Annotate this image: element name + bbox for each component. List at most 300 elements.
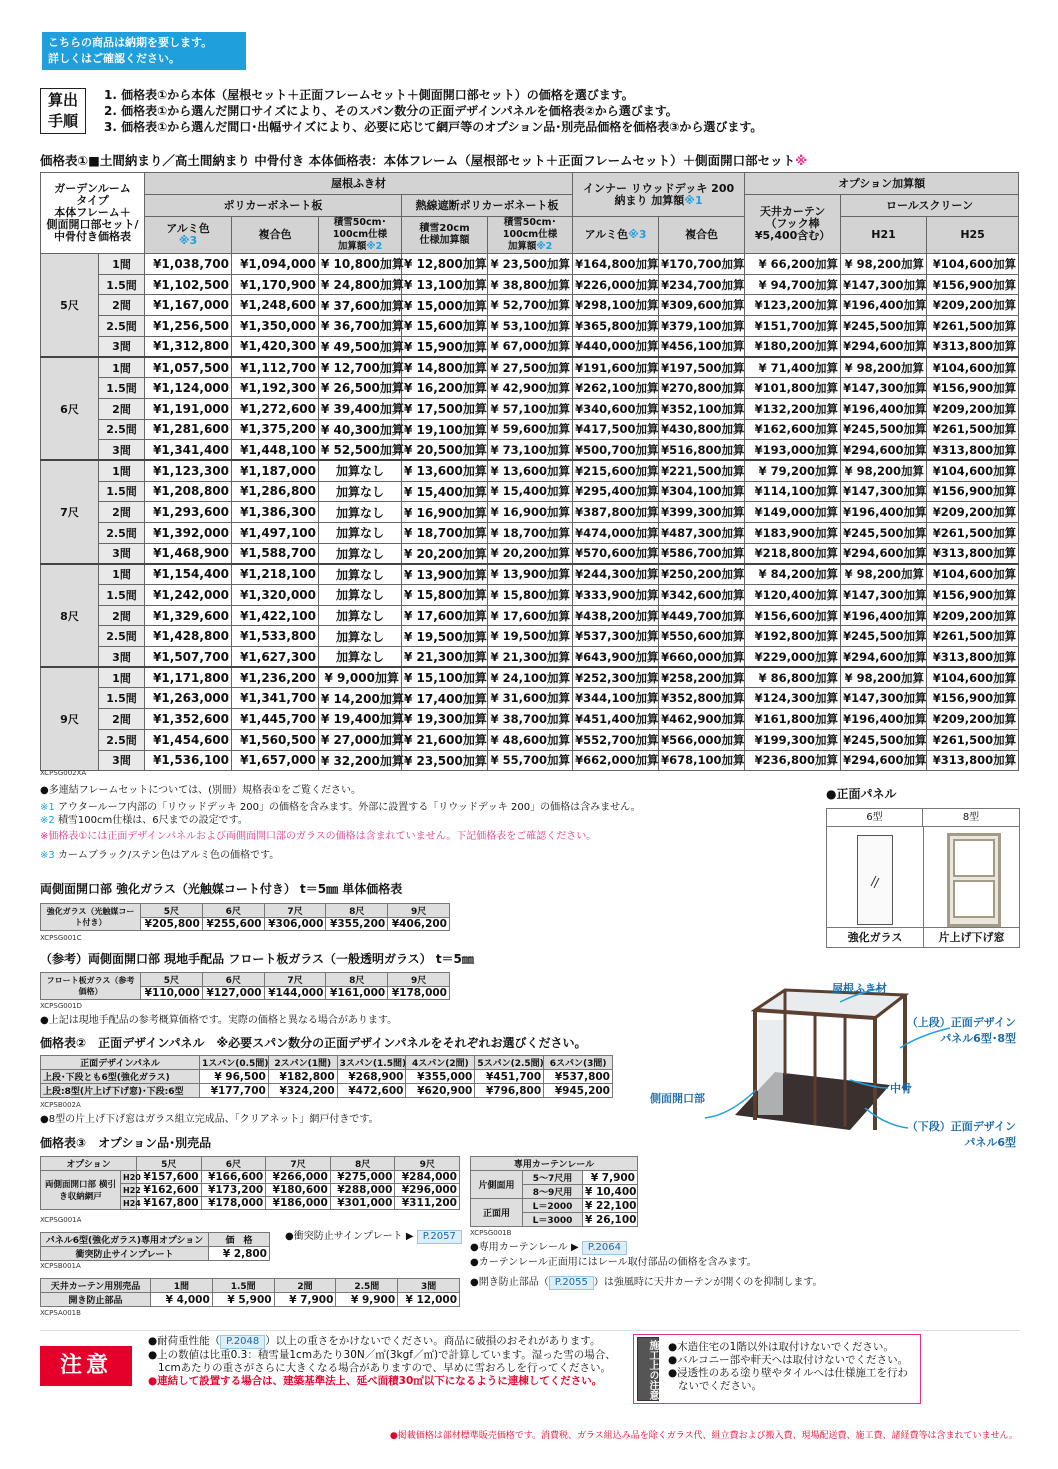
t2-r1-v4: ¥796,800 [475,1084,544,1098]
t2-r0-v3: ¥355,000 [406,1070,475,1084]
price-cell: ¥365,800加算 [573,316,659,337]
price-cell: ¥ 15,000加算 [402,295,488,316]
price-cell: ¥ 79,200加算 [745,460,841,481]
table-row [41,481,1019,502]
price-cell: ¥245,500加算 [841,316,927,337]
g2-s2: 7尺 [264,973,326,987]
t6-r0-v: ¥ 7,900 [583,1171,638,1185]
price-cell: ¥245,500加算 [841,626,927,647]
price-cell: ¥ 15,900加算 [402,336,488,357]
h-type-3: 側面開口部セット/ [46,218,139,231]
price-cell: ¥245,500加算 [841,522,927,543]
price-cell: ¥196,400加算 [841,709,927,730]
sekou-l1: ●木造住宅の1階以外は取付けないでください。 [668,1341,894,1353]
price-cell: ¥245,500加算 [841,419,927,440]
table-row [41,750,1019,771]
price-cell: ¥552,700加算 [573,729,659,750]
h-s50-2: 加算額 [337,241,367,252]
price-cell: ¥252,300加算 [573,667,659,688]
open-ref-link[interactable]: P.2055 [549,1276,594,1290]
price-cell: ¥ 39,400加算 [319,398,402,419]
price-cell: ¥462,900加算 [659,709,745,730]
price-cell: ¥516,800加算 [659,440,745,461]
price-cell: 加算なし [319,522,402,543]
price-cell: ¥261,500加算 [927,729,1019,750]
steps-label-bottom: 手順 [47,112,78,130]
price-cell: ¥387,800加算 [573,502,659,523]
price-cell: ¥294,600加算 [841,543,927,564]
price-cell: ¥147,300加算 [841,688,927,709]
price-cell: ¥162,600加算 [745,419,841,440]
note-4-mark: ※3 [40,850,55,861]
price-cell: 加算なし [319,605,402,626]
price-cell: ¥ 19,300加算 [402,709,488,730]
table-row [41,605,1019,626]
table1-title [40,151,807,169]
t3-r1-v3: ¥288,000 [330,1184,395,1197]
t2-r0-v1: ¥182,800 [268,1070,337,1084]
price-cell: ¥ 15,100加算 [402,667,488,688]
price-cell: ¥1,454,600 [145,729,232,750]
steps-list [104,87,762,135]
span-cell: 2.5間 [99,316,145,337]
span-cell: 3間 [99,440,145,461]
size-cell: 8尺 [41,564,99,667]
price-cell: ¥234,700加算 [659,274,745,295]
price-cell: ¥ 24,100加算 [488,667,573,688]
price-cell: ¥ 13,600加算 [402,460,488,481]
price-cell: 加算なし [319,564,402,585]
price-cell: ¥449,700加算 [659,605,745,626]
price-cell: ¥678,100加算 [659,750,745,771]
t5-h4: 2.5間 [336,1279,398,1293]
diagram-lower-1: （下段）正面デザイン [906,1120,1016,1133]
price-cell: ¥ 15,600加算 [402,316,488,337]
span-cell: 3間 [99,647,145,668]
price-cell: ¥261,500加算 [927,522,1019,543]
g2-s3: 8尺 [326,973,388,987]
h-curtain-0: 天井カーテン [759,205,826,218]
price-cell: ¥196,400加算 [841,502,927,523]
price-cell: ¥474,000加算 [573,522,659,543]
h-deck-0: インナー リウッドデッキ 200 [582,181,735,195]
h-type-4: 中骨付き価格表 [54,230,131,243]
g2-v4: ¥178,000 [388,987,450,1000]
header-roll: ロールスクリーン [841,195,1019,217]
sash-window-icon [947,833,1001,927]
g1-v0: ¥205,800 [141,918,203,931]
main-price-table [40,172,1019,771]
span-cell: 2.5間 [99,626,145,647]
price-cell: ¥1,094,000 [232,254,319,275]
price-cell: ¥1,187,000 [232,460,319,481]
table-row [41,336,1019,357]
header-heat: 熱線遮断ポリカーボネート板 [402,195,573,217]
t5-h2: 1.5間 [212,1279,274,1293]
price-cell: ¥1,350,000 [232,316,319,337]
price-cell: ¥1,112,700 [232,357,319,378]
t2-r1-label: 上段:8型(片上げ下げ窓)･下段:6型 [41,1084,200,1098]
price-cell: ¥124,300加算 [745,688,841,709]
price-cell: ¥1,208,800 [145,481,232,502]
diagram-bone: 中骨 [890,1082,912,1095]
price-cell: ¥193,000加算 [745,440,841,461]
price-cell: ¥1,468,900 [145,543,232,564]
price-cell: ¥245,500加算 [841,729,927,750]
price-cell: ¥1,256,500 [145,316,232,337]
glass1-label: 強化ガラス（光触媒コート付き） [41,904,141,931]
span-cell: 2.5間 [99,522,145,543]
t2-h1: 1スパン(0.5間) [200,1056,269,1070]
diagram-upper [890,1014,1016,1046]
diagram-upper-1: （上段）正面デザイン [906,1016,1016,1029]
table-row [41,378,1019,399]
price-cell: ¥ 12,800加算 [402,254,488,275]
t3-r2-v2: ¥186,000 [266,1197,331,1210]
glass1-title: 両側面開口部 強化ガラス（光触媒コート付き） t＝5㎜ 単体価格表 [40,882,403,896]
price-cell: ¥ 27,000加算 [319,729,402,750]
price-cell: ¥309,600加算 [659,295,745,316]
span-cell: 1.5間 [99,585,145,606]
g1-s2: 7尺 [264,904,326,918]
table-row [41,440,1019,461]
header-snow20 [402,217,488,254]
price-cell: ¥ 86,800加算 [745,667,841,688]
price-cell: ¥209,200加算 [927,502,1019,523]
table-row [41,647,1019,668]
header-h21: H21 [841,217,927,254]
t3-r0-v3: ¥275,000 [330,1171,395,1184]
price-cell: ¥ 15,800加算 [488,585,573,606]
price-cell: 加算なし [319,543,402,564]
t2-h2: 2スパン(1間) [268,1056,337,1070]
panel-type6: 6型 [827,809,923,827]
price-cell: ¥156,900加算 [927,688,1019,709]
table-row [41,295,1019,316]
price-cell: ¥ 19,100加算 [402,419,488,440]
span-cell: 1間 [99,357,145,378]
price-cell: ¥183,900加算 [745,522,841,543]
t2-r1-v1: ¥324,200 [268,1084,337,1098]
table-row [41,564,1019,585]
table-row [41,543,1019,564]
t2-r0-v5: ¥537,800 [544,1070,613,1084]
price-cell: ¥156,600加算 [745,605,841,626]
price-cell: ¥ 15,400加算 [402,481,488,502]
h-s50b-2: 加算額 [507,241,537,252]
t3-r0-v2: ¥266,000 [266,1171,331,1184]
price-cell: ¥270,800加算 [659,378,745,399]
t2-r0-v4: ¥451,700 [475,1070,544,1084]
price-cell: ¥132,200加算 [745,398,841,419]
price-cell: ¥352,100加算 [659,398,745,419]
price-cell: ¥1,352,600 [145,709,232,730]
price-cell: ¥147,300加算 [841,378,927,399]
span-cell: 1間 [99,564,145,585]
price-cell: ¥1,272,600 [232,398,319,419]
price-cell: ¥156,900加算 [927,274,1019,295]
t2-note: ●8型の片上げ下げ窓はガラス組立完成品、「クリアネット」網戸付きです。 [40,1114,379,1125]
price-cell: ¥ 73,100加算 [488,440,573,461]
notice-line1: こちらの商品は納期を要します。 [48,36,213,49]
open-post: ）は強風時に天井カーテンが開くのを抑制します。 [593,1277,823,1288]
price-cell: ¥ 84,200加算 [745,564,841,585]
table1-code: XCPSG002XA [40,769,87,777]
price-cell: ¥ 15,800加算 [402,585,488,606]
sekou-l3: ●浸透性のある塗り壁やタイルへは仕様施工を行わ [668,1367,908,1379]
price-cell: ¥451,400加算 [573,709,659,730]
h-alumi: アルミ色 [166,222,210,235]
price-cell: ¥ 15,400加算 [488,481,573,502]
glass2-label: フロート板ガラス（参考価格） [41,973,141,1000]
h-s50-mark: ※2 [366,241,383,252]
price-cell: ¥313,800加算 [927,750,1019,771]
tempered-glass-icon [857,835,893,925]
price-cell: ¥191,600加算 [573,357,659,378]
h-curtain-1: （フック棒 [765,217,820,230]
price-cell: ¥ 17,600加算 [488,605,573,626]
option-table [40,1156,460,1210]
price-cell: ¥1,242,000 [145,585,232,606]
g1-v1: ¥255,600 [202,918,264,931]
panel-cap6: 強化ガラス [827,927,923,948]
price-cell: ¥104,600加算 [927,460,1019,481]
table-row [41,626,1019,647]
garden-room-diagram [650,980,1020,1150]
g2-v3: ¥161,000 [326,987,388,1000]
h-curtain-2: ¥5,400含む） [754,229,831,242]
caution-l2: ●上の数値は比重0.3：積雪量1cmあたり30N／㎡(3kgf／㎡)で計算しています。湿った雪の場合、 [148,1349,616,1361]
h-type-1: タイプ [76,194,109,207]
price-cell: ¥ 98,200加算 [841,564,927,585]
t6-h0: 専用カーテンレール [471,1157,638,1171]
table-row [41,585,1019,606]
header-alumi [145,217,232,254]
caution-l1b: ）以上の重さをかけないでください。商品に破損のおそれがあります。 [265,1335,601,1347]
t5-v1: ¥ 5,900 [212,1293,274,1307]
steps-label [40,88,86,134]
t4-label: 衝突防止サインプレート [41,1247,209,1261]
table1-title-text: 価格表①■土間納まり／高土間納まり 中骨付き 本体価格表：本体フレーム（屋根部セット＋正面フレームセット）＋側面開口部セット [40,153,796,168]
t3-r2-v3: ¥301,000 [330,1197,395,1210]
note-4: カームブラック/ステン色はアルミ色の価格です。 [57,850,280,861]
price-cell: 加算なし [319,626,402,647]
price-cell: ¥ 40,300加算 [319,419,402,440]
price-cell: ¥ 21,300加算 [402,647,488,668]
price-cell: ¥313,800加算 [927,336,1019,357]
price-cell: ¥236,800加算 [745,750,841,771]
price-cell: ¥180,200加算 [745,336,841,357]
price-cell: ¥ 67,000加算 [488,336,573,357]
price-cell: ¥ 16,200加算 [402,378,488,399]
steps-label-top: 算出 [47,91,78,109]
notes [40,784,800,862]
t2-r1-v5: ¥945,200 [544,1084,613,1098]
price-cell: ¥500,700加算 [573,440,659,461]
t6-code: XCPSG001B [470,1229,512,1237]
t3-label: 両側面開口部 横引き収納網戸 [41,1171,121,1210]
price-cell: ¥ 20,500加算 [402,440,488,461]
price-cell: 加算なし [319,585,402,606]
span-cell: 1間 [99,667,145,688]
panel-cap8: 片上げ下げ窓 [923,927,1020,948]
price-cell: ¥ 13,600加算 [488,460,573,481]
price-cell: ¥660,000加算 [659,647,745,668]
price-cell: ¥ 21,300加算 [488,647,573,668]
panel-type8: 8型 [923,809,1019,827]
h-s50-1: 100cm仕様 [332,229,388,240]
size-cell: 6尺 [41,357,99,460]
header-roof: 屋根ふき材 [145,173,573,195]
g2-v0: ¥110,000 [141,987,203,1000]
price-cell: ¥ 23,500加算 [488,254,573,275]
price-cell: ¥151,700加算 [745,316,841,337]
table-row [41,274,1019,295]
price-cell: ¥ 9,000加算 [319,667,402,688]
t5-v0: ¥ 4,000 [151,1293,213,1307]
price-cell: ¥ 13,900加算 [488,564,573,585]
caution-l3: 1cmあたりの重さがさらに大きくなる場合がありますので、早めに雪おろしを行ってください。 [158,1362,611,1374]
t3-r2-v1: ¥178,000 [201,1197,266,1210]
price-cell: ¥1,341,700 [232,688,319,709]
price-cell: ¥ 48,600加算 [488,729,573,750]
price-cell: ¥ 19,400加算 [319,709,402,730]
h-deck-mark: ※1 [684,193,703,207]
header-snow50b [488,217,573,254]
price-cell: ¥643,900加算 [573,647,659,668]
diagram-lower [890,1118,1016,1150]
h-type-2: 本体フレーム＋ [54,206,131,219]
t2-h0: 正面デザインパネル [41,1056,200,1070]
t6-r0-k: 5～7尺用 [523,1171,583,1185]
price-cell: ¥487,300加算 [659,522,745,543]
t6-r2-v: ¥ 22,100 [583,1199,638,1213]
h-da: アルミ色 [584,228,629,241]
price-cell: ¥ 98,200加算 [841,254,927,275]
t6-ref-link[interactable]: P.2064 [582,1241,627,1255]
header-snow50 [319,217,402,254]
table-row [41,729,1019,750]
price-cell: ¥258,200加算 [659,667,745,688]
t6-r1-v: ¥ 10,400 [583,1185,638,1199]
t5-label: 開き防止部品 [41,1293,151,1307]
caution-ref-link[interactable]: P.2048 [220,1335,265,1349]
t2-h6: 6スパン(3間) [544,1056,613,1070]
span-cell: 2.5間 [99,419,145,440]
t4-h0: パネル6型(強化ガラス)専用オプション [41,1233,209,1247]
price-cell: ¥ 16,900加算 [488,502,573,523]
span-cell: 1.5間 [99,378,145,399]
price-cell: ¥192,800加算 [745,626,841,647]
price-cell: ¥1,507,700 [145,647,232,668]
price-cell: 加算なし [319,460,402,481]
price-cell: ¥ 17,400加算 [402,688,488,709]
price-cell: ¥149,000加算 [745,502,841,523]
price-cell: ¥114,100加算 [745,481,841,502]
diagram-roof: 屋根ふき材 [832,982,887,995]
price-cell: ¥662,000加算 [573,750,659,771]
price-cell: ¥438,200加算 [573,605,659,626]
price-cell: ¥209,200加算 [927,295,1019,316]
t3-r2-h: H24 [121,1197,137,1210]
price-cell: ¥295,400加算 [573,481,659,502]
sekou-l4: ないでください。 [678,1380,762,1392]
g2-v2: ¥144,000 [264,987,326,1000]
price-cell: ¥209,200加算 [927,709,1019,730]
price-cell: ¥101,800加算 [745,378,841,399]
t4-ref-link[interactable]: P.2057 [417,1230,462,1244]
price-cell: ¥ 98,200加算 [841,357,927,378]
step-3: 3. 価格表①から選んだ間口･出幅サイズにより、必要に応じて網戸等のオプション品･別売品価格を価格表③から選びます。 [104,120,763,134]
t3-r1-v1: ¥173,200 [201,1184,266,1197]
price-cell: ¥1,154,400 [145,564,232,585]
price-cell: ¥ 17,600加算 [402,605,488,626]
t4-ref-text: ●衝突防止サインプレート [285,1231,403,1242]
price-cell: ¥261,500加算 [927,626,1019,647]
price-cell: ¥1,657,000 [232,750,319,771]
price-cell: ¥ 27,500加算 [488,357,573,378]
price-cell: ¥ 31,600加算 [488,688,573,709]
price-cell: ¥196,400加算 [841,398,927,419]
g1-s3: 8尺 [326,904,388,918]
price-cell: ¥ 32,200加算 [319,750,402,771]
note-1-mark: ※1 [40,802,55,813]
diagram-lower-2: パネル6型 [964,1136,1016,1149]
price-cell: ¥1,170,900 [232,274,319,295]
curtain-parts-table [40,1278,460,1307]
price-cell: ¥352,800加算 [659,688,745,709]
t3-r0-h: H20 [121,1171,137,1184]
price-cell: ¥1,236,200 [232,667,319,688]
price-cell: ¥1,038,700 [145,254,232,275]
t5-h1: 1間 [151,1279,213,1293]
price-cell: ¥ 42,900加算 [488,378,573,399]
h-s50b-mark: ※2 [536,241,553,252]
price-cell: ¥430,800加算 [659,419,745,440]
table-row [41,522,1019,543]
t5-v3: ¥ 9,900 [336,1293,398,1307]
step-2: 2. 価格表①から選んだ開口サイズにより、そのスパン数分の正面デザインパネルを価格表②から選びます。 [104,104,678,118]
span-cell: 1.5間 [99,688,145,709]
h-alumi-mark: ※3 [178,234,198,247]
price-cell: ¥537,300加算 [573,626,659,647]
price-cell: ¥1,192,300 [232,378,319,399]
header-deck-fuku: 複合色 [659,217,745,254]
t2-h4: 4スパン(2間) [406,1056,475,1070]
g2-v1: ¥127,000 [202,987,264,1000]
t6-r1-k: 8～9尺用 [523,1185,583,1199]
price-cell: ¥1,263,000 [145,688,232,709]
price-cell: ¥1,167,000 [145,295,232,316]
footer-note: ●掲載価格は部材標準販売価格です。消費税、ガラス組込み品を除くガラス代、組立費および搬入費、現場配送費、施工費、諸経費等は含まれていません。 [389,1431,1018,1441]
t2-code: XCPSB002A [40,1101,81,1109]
table-row [41,316,1019,337]
price-cell: ¥1,428,800 [145,626,232,647]
t4-val: ¥ 2,800 [209,1247,270,1261]
price-cell: ¥156,900加算 [927,378,1019,399]
price-cell: ¥ 26,500加算 [319,378,402,399]
price-cell: ¥ 38,800加算 [488,274,573,295]
panel-box [826,808,1020,948]
price-cell: ¥262,100加算 [573,378,659,399]
price-cell: ¥221,500加算 [659,460,745,481]
span-cell: 2間 [99,502,145,523]
t5-v4: ¥ 12,000 [398,1293,460,1307]
price-cell: ¥1,448,100 [232,440,319,461]
span-cell: 1.5間 [99,274,145,295]
t3-r0-v1: ¥166,600 [201,1171,266,1184]
price-cell: ¥1,422,100 [232,605,319,626]
